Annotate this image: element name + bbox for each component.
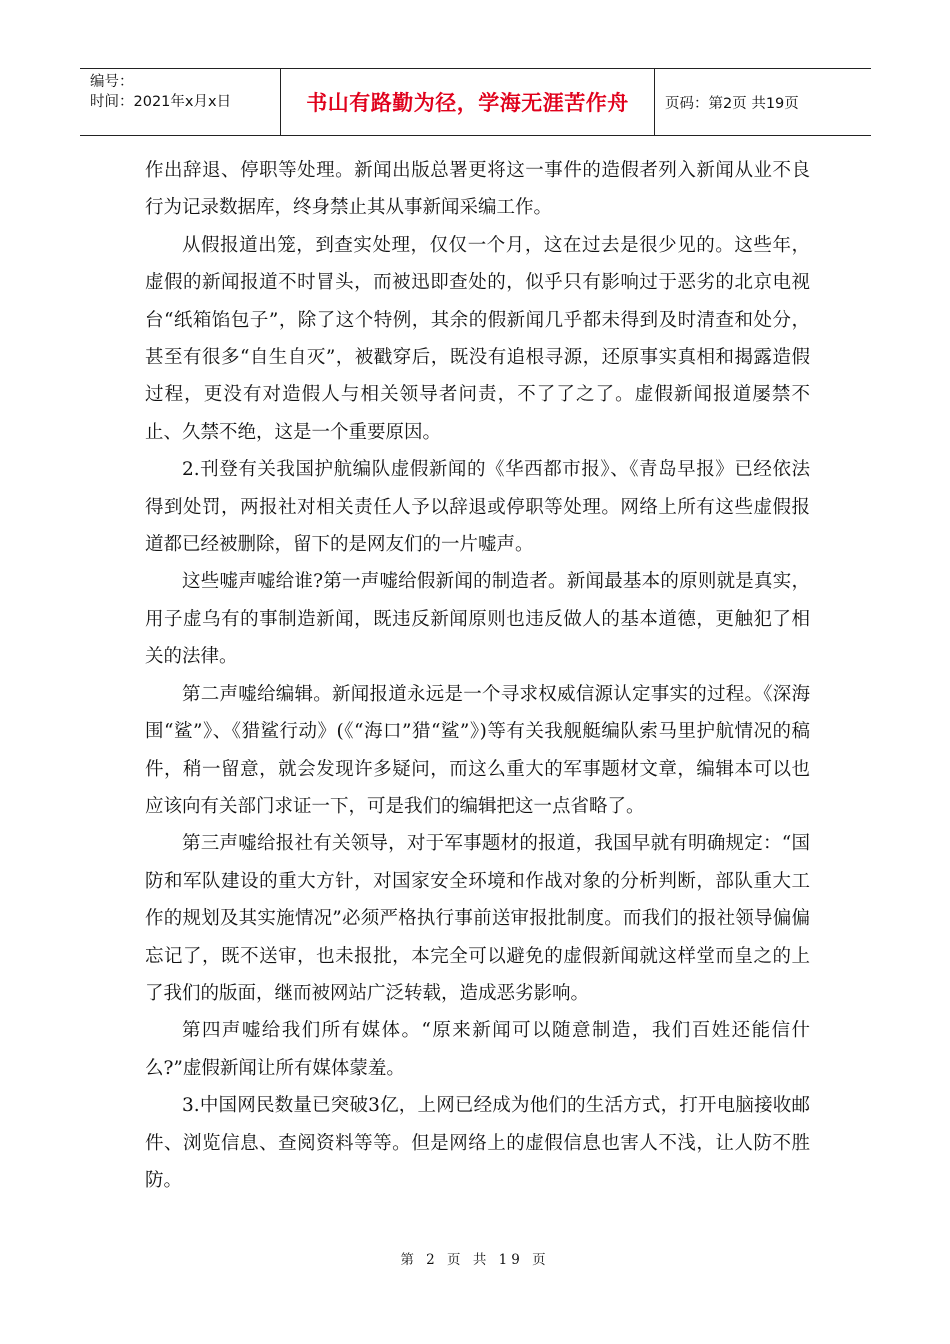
- paragraph: 第三声嘘给报社有关领导，对于军事题材的报道，我国早就有明确规定：“国防和军队建设的重大方针，对国家安全环境和作战对象的分析判断，部队重大工作的规划及其实施情况”必须严格执行事前送审报批制度。而我们的报社领导偏偏忘记了，既不送审，也未报批，本完全可以避免的虚假新闻就这样堂而皇之的上了我们的版面，继而被网站广泛转载，造成恶劣影响。: [145, 833, 810, 1004]
- page-header: [80, 68, 871, 136]
- paragraph: 这些嘘声嘘给谁?第一声嘘给假新闻的制造者。新闻最基本的原则就是真实，用子虚乌有的事制造新闻，既违反新闻原则也违反做人的基本道德，更触犯了相关的法律。: [145, 571, 810, 668]
- header-left-cell: [80, 69, 281, 135]
- document-body: [145, 152, 810, 1199]
- time-label: 时间：2021年x月x日: [90, 94, 232, 110]
- paragraph: 作出辞退、停职等处理。新闻出版总署更将这一事件的造假者列入新闻从业不良行为记录数据库，终身禁止其从事新闻采编工作。: [145, 160, 810, 219]
- motto-text: 书山有路勤为径，学海无涯苦作舟: [306, 91, 629, 115]
- paragraph: 3.中国网民数量已突破3亿，上网已经成为他们的生活方式，打开电脑接收邮件、浏览信息、查阅资料等等。但是网络上的虚假信息也害人不浅，让人防不胜防。: [145, 1095, 810, 1191]
- header-center-cell: [281, 69, 655, 135]
- paragraph: 第二声嘘给编辑。新闻报道永远是一个寻求权威信源认定事实的过程。《深海围“鲨”》、《猎鲨行动》(《“海口”猎“鲨”》)等有关我舰艇编队索马里护航情况的稿件，稍一留意，就会发现许多疑问，而这么重大的军事题材文章，编辑本可以也应该向有关部门求证一下，可是我们的编辑把这一点省略了。: [145, 683, 810, 817]
- paragraph: 2.刊登有关我国护航编队虚假新闻的《华西都市报》、《青岛早报》已经依法得到处罚，两报社对相关责任人予以辞退或停职等处理。网络上所有这些虚假报道都已经被删除，留下的是网友们的一片嘘声。: [145, 459, 810, 556]
- page-footer: [0, 1248, 950, 1268]
- page-number-label: 页码：第2页 共19页: [665, 95, 799, 112]
- header-right-cell: [655, 69, 871, 135]
- footer-page-number: 第 2 页 共 19 页: [400, 1252, 550, 1268]
- paragraph: 第四声嘘给我们所有媒体。“原来新闻可以随意制造，我们百姓还能信什么?”虚假新闻让所有媒体蒙羞。: [145, 1020, 810, 1079]
- paragraph: 从假报道出笼，到查实处理，仅仅一个月，这在过去是很少见的。这些年，虚假的新闻报道不时冒头，而被迅即查处的，似乎只有影响过于恶劣的北京电视台“纸箱馅包子”，除了这个特例，其余的假新闻几乎都未得到及时清查和处分，甚至有很多“自生自灭”，被戳穿后，既没有追根寻源，还原事实真相和揭露造假过程，更没有对造假人与相关领导者问责，不了了之了。虚假新闻报道屡禁不止、久禁不绝，这是一个重要原因。: [145, 234, 810, 443]
- number-label: 编号：: [90, 74, 134, 90]
